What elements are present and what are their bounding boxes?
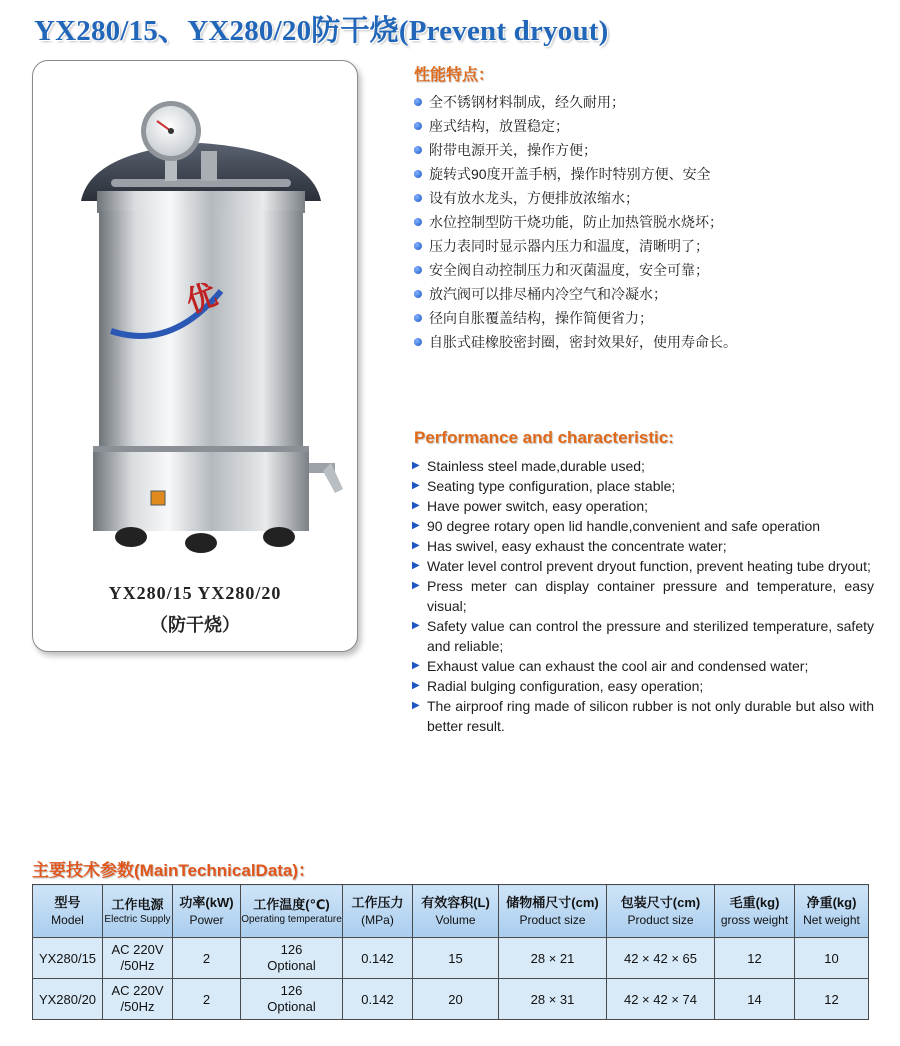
triangle-bullet-icon: ▶ [412,620,420,631]
features-cn-list [414,90,874,354]
cell-model: YX280/15 [33,938,103,979]
cell-power: 2 [173,979,241,1020]
cell-volume: 20 [413,979,499,1020]
cell-gross-weight: 12 [715,938,795,979]
list-item [412,536,874,556]
triangle-bullet-icon: ▶ [412,480,420,491]
table-header-row [33,885,869,938]
spec-table-heading: 主要技术参数(MainTechnicalData)： [32,861,316,880]
header-cell-pressure: 工作压力 (MPa) [343,885,413,938]
cell-pressure: 0.142 [343,979,413,1020]
cell-temperature: 126 Optional [241,938,343,979]
bullet-icon [414,290,422,298]
cell-product-size: 28 × 21 [499,938,607,979]
header-cell-power: 功率(kW) Power [173,885,241,938]
list-item [414,162,874,186]
cell-pressure: 0.142 [343,938,413,979]
header-cell-package-size: 包装尺寸(cm) Product size [607,885,715,938]
features-en-heading: Performance and characteristic: [414,428,674,447]
features-en-list [412,456,874,736]
triangle-bullet-icon: ▶ [412,520,420,531]
header-cell-product-size: 储物桶尺寸(cm) Product size [499,885,607,938]
feature-en-text: Exhaust value can exhaust the cool air and condensed water; [427,658,809,674]
product-caption-models: YX280/15 YX280/20 [108,583,282,603]
feature-cn-text: 径向自胀覆盖结构，操作简便省力； [429,310,653,326]
cell-package-size: 42 × 42 × 65 [607,938,715,979]
list-item [412,656,874,676]
bullet-icon [414,146,422,154]
cell-package-size: 42 × 42 × 74 [607,979,715,1020]
feature-cn-text: 旋转式90度开盖手柄，操作时特别方便、安全 [429,166,711,182]
triangle-bullet-icon: ▶ [412,660,420,671]
cell-supply: AC 220V /50Hz [103,979,173,1020]
feature-en-text: Safety value can control the pressure and sterilized temperature, safety and reliable; [427,618,874,654]
feature-cn-text: 放汽阀可以排尽桶内冷空气和冷凝水； [429,286,667,302]
feature-cn-text: 自胀式硅橡胶密封圈，密封效果好，使用寿命长。 [429,334,737,350]
bullet-icon [414,266,422,274]
header-cell-net-weight: 净重(kg) Net weight [795,885,869,938]
feature-en-text: Seating type configuration, place stable; [427,478,676,494]
bullet-icon [414,338,422,346]
triangle-bullet-icon: ▶ [412,680,420,691]
cell-product-size: 28 × 31 [499,979,607,1020]
list-item [412,476,874,496]
bullet-icon [414,194,422,202]
cell-supply: AC 220V /50Hz [103,938,173,979]
list-item [414,282,874,306]
feature-cn-text: 全不锈钢材料制成，经久耐用； [429,94,625,110]
list-item [412,616,874,656]
list-item [414,330,874,354]
triangle-bullet-icon: ▶ [412,540,420,551]
list-item [412,496,874,516]
feature-en-text: The airproof ring made of silicon rubber is not only durable but also with better result. [427,698,874,734]
sterilizer-image [51,91,351,561]
bullet-icon [414,98,422,106]
cell-net-weight: 10 [795,938,869,979]
cell-gross-weight: 14 [715,979,795,1020]
list-item [412,556,874,576]
feature-en-text: Has swivel, easy exhaust the concentrate water; [427,538,727,554]
page-title: YX280/15、YX280/20防干烧(Prevent dryout) [34,15,609,47]
header-cell-supply: 工作电源 Electric Supply [103,885,173,938]
list-item [412,696,874,736]
header-cell-model: 型号 Model [33,885,103,938]
feature-en-text: Radial bulging configuration, easy operation; [427,678,704,694]
feature-cn-text: 水位控制型防干烧功能，防止加热管脱水烧坏； [429,214,723,230]
table-row [33,938,869,979]
cell-temperature: 126 Optional [241,979,343,1020]
list-item [414,138,874,162]
bullet-icon [414,122,422,130]
bullet-icon [414,314,422,322]
bullet-icon [414,218,422,226]
feature-cn-text: 压力表同时显示器内压力和温度，清晰明了； [429,238,709,254]
triangle-bullet-icon: ▶ [412,560,420,571]
feature-cn-text: 附带电源开关，操作方便； [429,142,597,158]
feature-en-text: Water level control prevent dryout function, prevent heating tube dryout; [427,558,871,574]
cell-model: YX280/20 [33,979,103,1020]
list-item [414,114,874,138]
list-item [412,516,874,536]
features-cn-heading: 性能特点： [414,67,495,84]
cell-volume: 15 [413,938,499,979]
spec-table [32,884,869,1020]
table-row [33,979,869,1020]
header-cell-gross-weight: 毛重(kg) gross weight [715,885,795,938]
list-item [414,258,874,282]
feature-en-text: Stainless steel made,durable used; [427,458,645,474]
header-cell-volume: 有效容积(L) Volume [413,885,499,938]
bullet-icon [414,170,422,178]
cell-net-weight: 12 [795,979,869,1020]
product-caption-note: （防干烧） [150,615,240,635]
list-item [414,90,874,114]
list-item [414,186,874,210]
list-item [414,210,874,234]
header-cell-temperature: 工作温度(℃) Operating temperature [241,885,343,938]
triangle-bullet-icon: ▶ [412,700,420,711]
product-card [32,60,358,652]
feature-en-text: Have power switch, easy operation; [427,498,648,514]
triangle-bullet-icon: ▶ [412,500,420,511]
triangle-bullet-icon: ▶ [412,580,420,591]
feature-cn-text: 座式结构，放置稳定； [429,118,569,134]
list-item [414,306,874,330]
triangle-bullet-icon: ▶ [412,460,420,471]
list-item [412,676,874,696]
feature-cn-text: 设有放水龙头，方便排放浓缩水； [429,190,639,206]
list-item [412,576,874,616]
cell-power: 2 [173,938,241,979]
feature-en-text: 90 degree rotary open lid handle,convenient and safe operation [427,518,821,534]
feature-en-text: Press meter can display container pressure and temperature, easy visual; [427,578,874,614]
svg-text:优: 优 [182,278,222,320]
bullet-icon [414,242,422,250]
list-item [412,456,874,476]
list-item [414,234,874,258]
feature-cn-text: 安全阀自动控制压力和灭菌温度，安全可靠； [429,262,709,278]
